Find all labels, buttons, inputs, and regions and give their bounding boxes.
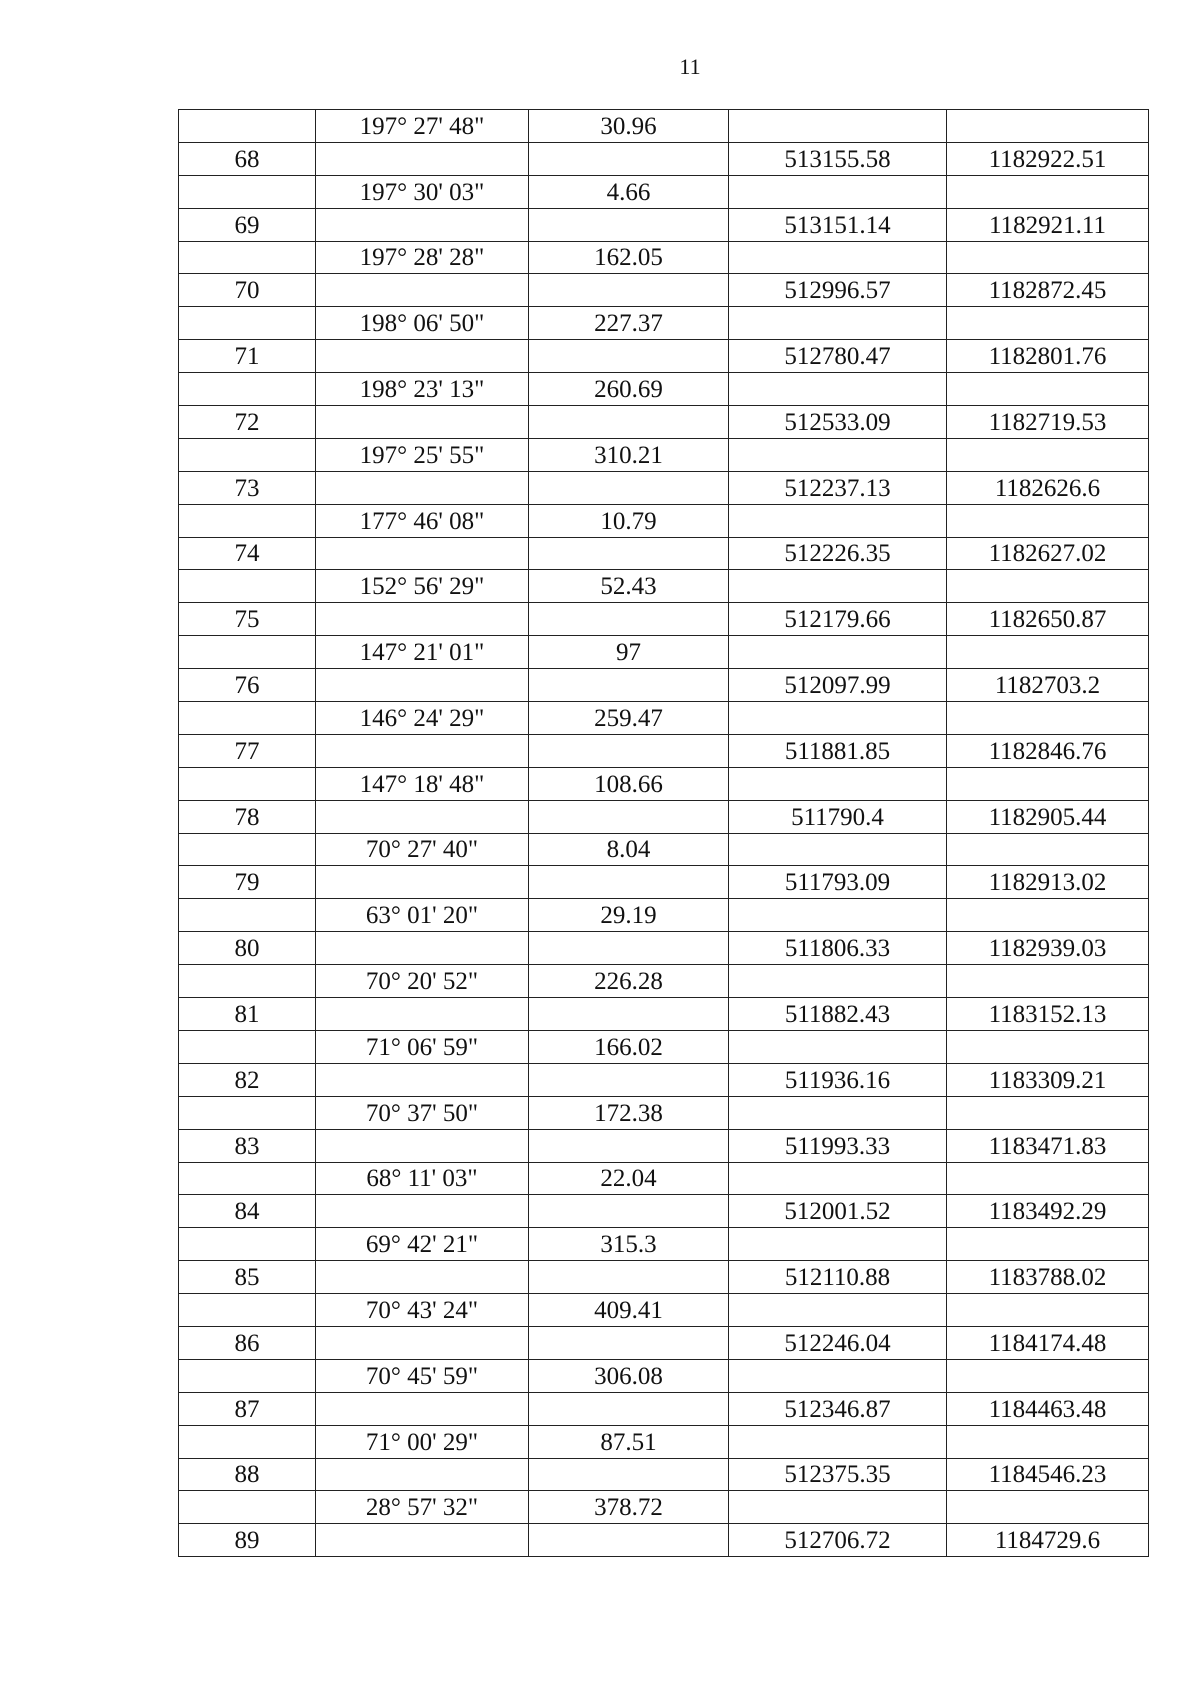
northing-cell xyxy=(729,241,947,274)
distance-cell xyxy=(529,142,729,175)
distance-cell xyxy=(529,1129,729,1162)
distance-cell xyxy=(529,1063,729,1096)
easting-cell: 1184463.48 xyxy=(947,1392,1149,1425)
easting-cell xyxy=(947,965,1149,998)
point-cell: 79 xyxy=(179,866,316,899)
point-cell xyxy=(179,1359,316,1392)
distance-cell xyxy=(529,1326,729,1359)
page-number-text: 11 xyxy=(679,54,701,79)
table-row xyxy=(179,1458,1149,1491)
point-cell: 69 xyxy=(179,208,316,241)
bearing-cell xyxy=(316,1392,529,1425)
northing-cell xyxy=(729,1359,947,1392)
bearing-cell: 198° 06' 50" xyxy=(316,307,529,340)
distance-cell xyxy=(529,603,729,636)
northing-cell: 512533.09 xyxy=(729,406,947,439)
bearing-cell xyxy=(316,932,529,965)
distance-cell: 172.38 xyxy=(529,1096,729,1129)
table-row xyxy=(179,899,1149,932)
point-cell xyxy=(179,1162,316,1195)
northing-cell: 512237.13 xyxy=(729,471,947,504)
table-row xyxy=(179,1392,1149,1425)
point-cell xyxy=(179,1294,316,1327)
northing-cell: 512097.99 xyxy=(729,669,947,702)
point-cell: 82 xyxy=(179,1063,316,1096)
table-row xyxy=(179,1195,1149,1228)
point-cell: 71 xyxy=(179,340,316,373)
distance-cell: 30.96 xyxy=(529,110,729,143)
distance-cell: 4.66 xyxy=(529,175,729,208)
bearing-cell: 147° 18' 48" xyxy=(316,767,529,800)
table-row xyxy=(179,340,1149,373)
bearing-cell: 28° 57' 32" xyxy=(316,1491,529,1524)
point-cell: 77 xyxy=(179,734,316,767)
distance-cell: 315.3 xyxy=(529,1228,729,1261)
page-number xyxy=(0,54,1200,80)
distance-cell: 29.19 xyxy=(529,899,729,932)
bearing-cell: 70° 45' 59" xyxy=(316,1359,529,1392)
northing-cell xyxy=(729,1030,947,1063)
northing-cell: 511790.4 xyxy=(729,800,947,833)
easting-cell xyxy=(947,702,1149,735)
distance-cell: 87.51 xyxy=(529,1425,729,1458)
distance-cell: 52.43 xyxy=(529,570,729,603)
point-cell xyxy=(179,899,316,932)
easting-cell: 1184729.6 xyxy=(947,1524,1149,1557)
easting-cell xyxy=(947,1294,1149,1327)
easting-cell xyxy=(947,1162,1149,1195)
distance-cell: 8.04 xyxy=(529,833,729,866)
distance-cell xyxy=(529,932,729,965)
distance-cell xyxy=(529,537,729,570)
easting-cell xyxy=(947,438,1149,471)
bearing-cell: 152° 56' 29" xyxy=(316,570,529,603)
table-row xyxy=(179,669,1149,702)
coordinates-table-body xyxy=(179,110,1149,1557)
table-row xyxy=(179,1359,1149,1392)
table-row xyxy=(179,471,1149,504)
bearing-cell: 70° 20' 52" xyxy=(316,965,529,998)
table-row xyxy=(179,965,1149,998)
table-row xyxy=(179,307,1149,340)
bearing-cell xyxy=(316,1129,529,1162)
northing-cell xyxy=(729,767,947,800)
table-row xyxy=(179,702,1149,735)
northing-cell: 512001.52 xyxy=(729,1195,947,1228)
table-row xyxy=(179,1129,1149,1162)
table-row xyxy=(179,274,1149,307)
northing-cell: 512179.66 xyxy=(729,603,947,636)
table-row xyxy=(179,110,1149,143)
table-row xyxy=(179,241,1149,274)
northing-cell xyxy=(729,1425,947,1458)
distance-cell xyxy=(529,1524,729,1557)
table-row xyxy=(179,932,1149,965)
northing-cell xyxy=(729,307,947,340)
bearing-cell: 197° 30' 03" xyxy=(316,175,529,208)
table-row xyxy=(179,800,1149,833)
distance-cell xyxy=(529,669,729,702)
easting-cell xyxy=(947,1228,1149,1261)
northing-cell xyxy=(729,702,947,735)
table-row xyxy=(179,636,1149,669)
bearing-cell: 69° 42' 21" xyxy=(316,1228,529,1261)
point-cell: 81 xyxy=(179,998,316,1031)
bearing-cell xyxy=(316,1195,529,1228)
table-row xyxy=(179,1063,1149,1096)
distance-cell xyxy=(529,866,729,899)
point-cell: 83 xyxy=(179,1129,316,1162)
bearing-cell xyxy=(316,1326,529,1359)
point-cell xyxy=(179,965,316,998)
northing-cell xyxy=(729,833,947,866)
easting-cell: 1182913.02 xyxy=(947,866,1149,899)
bearing-cell xyxy=(316,1458,529,1491)
distance-cell: 310.21 xyxy=(529,438,729,471)
easting-cell: 1182921.11 xyxy=(947,208,1149,241)
table-row xyxy=(179,570,1149,603)
easting-cell: 1182801.76 xyxy=(947,340,1149,373)
easting-cell: 1182922.51 xyxy=(947,142,1149,175)
easting-cell: 1183788.02 xyxy=(947,1261,1149,1294)
table-row xyxy=(179,142,1149,175)
table-row xyxy=(179,1524,1149,1557)
point-cell xyxy=(179,833,316,866)
point-cell xyxy=(179,1096,316,1129)
northing-cell xyxy=(729,438,947,471)
table-row xyxy=(179,373,1149,406)
distance-cell xyxy=(529,406,729,439)
bearing-cell: 198° 23' 13" xyxy=(316,373,529,406)
easting-cell xyxy=(947,110,1149,143)
easting-cell: 1182719.53 xyxy=(947,406,1149,439)
northing-cell xyxy=(729,175,947,208)
table-row xyxy=(179,1162,1149,1195)
table-row xyxy=(179,603,1149,636)
distance-cell: 108.66 xyxy=(529,767,729,800)
distance-cell xyxy=(529,800,729,833)
distance-cell: 260.69 xyxy=(529,373,729,406)
table-row xyxy=(179,1096,1149,1129)
northing-cell: 511882.43 xyxy=(729,998,947,1031)
northing-cell xyxy=(729,504,947,537)
easting-cell xyxy=(947,241,1149,274)
bearing-cell xyxy=(316,208,529,241)
easting-cell: 1182872.45 xyxy=(947,274,1149,307)
northing-cell: 511936.16 xyxy=(729,1063,947,1096)
distance-cell: 378.72 xyxy=(529,1491,729,1524)
distance-cell: 259.47 xyxy=(529,702,729,735)
northing-cell: 512226.35 xyxy=(729,537,947,570)
distance-cell xyxy=(529,274,729,307)
distance-cell: 22.04 xyxy=(529,1162,729,1195)
bearing-cell xyxy=(316,866,529,899)
distance-cell xyxy=(529,1261,729,1294)
distance-cell xyxy=(529,1458,729,1491)
bearing-cell xyxy=(316,471,529,504)
bearing-cell: 197° 28' 28" xyxy=(316,241,529,274)
northing-cell xyxy=(729,1162,947,1195)
table-row xyxy=(179,1326,1149,1359)
northing-cell: 512375.35 xyxy=(729,1458,947,1491)
point-cell xyxy=(179,373,316,406)
point-cell: 76 xyxy=(179,669,316,702)
northing-cell xyxy=(729,1491,947,1524)
easting-cell: 1183152.13 xyxy=(947,998,1149,1031)
easting-cell xyxy=(947,175,1149,208)
distance-cell xyxy=(529,1195,729,1228)
table-row xyxy=(179,406,1149,439)
distance-cell: 97 xyxy=(529,636,729,669)
bearing-cell: 70° 43' 24" xyxy=(316,1294,529,1327)
easting-cell: 1183471.83 xyxy=(947,1129,1149,1162)
northing-cell xyxy=(729,1228,947,1261)
easting-cell xyxy=(947,1096,1149,1129)
point-cell xyxy=(179,636,316,669)
bearing-cell xyxy=(316,669,529,702)
bearing-cell: 177° 46' 08" xyxy=(316,504,529,537)
northing-cell: 512780.47 xyxy=(729,340,947,373)
northing-cell: 512110.88 xyxy=(729,1261,947,1294)
point-cell: 89 xyxy=(179,1524,316,1557)
distance-cell xyxy=(529,998,729,1031)
bearing-cell xyxy=(316,734,529,767)
table-row xyxy=(179,1294,1149,1327)
point-cell: 73 xyxy=(179,471,316,504)
easting-cell xyxy=(947,899,1149,932)
bearing-cell xyxy=(316,1261,529,1294)
distance-cell: 166.02 xyxy=(529,1030,729,1063)
point-cell xyxy=(179,175,316,208)
northing-cell xyxy=(729,1096,947,1129)
point-cell xyxy=(179,241,316,274)
bearing-cell: 197° 27' 48" xyxy=(316,110,529,143)
easting-cell: 1182703.2 xyxy=(947,669,1149,702)
table-row xyxy=(179,1030,1149,1063)
easting-cell xyxy=(947,833,1149,866)
bearing-cell xyxy=(316,1063,529,1096)
table-row xyxy=(179,1228,1149,1261)
distance-cell: 10.79 xyxy=(529,504,729,537)
easting-cell: 1183492.29 xyxy=(947,1195,1149,1228)
distance-cell xyxy=(529,340,729,373)
bearing-cell: 63° 01' 20" xyxy=(316,899,529,932)
distance-cell xyxy=(529,1392,729,1425)
bearing-cell: 146° 24' 29" xyxy=(316,702,529,735)
point-cell: 86 xyxy=(179,1326,316,1359)
distance-cell: 226.28 xyxy=(529,965,729,998)
point-cell xyxy=(179,307,316,340)
bearing-cell xyxy=(316,998,529,1031)
point-cell: 75 xyxy=(179,603,316,636)
northing-cell: 513151.14 xyxy=(729,208,947,241)
point-cell xyxy=(179,702,316,735)
northing-cell xyxy=(729,965,947,998)
bearing-cell xyxy=(316,406,529,439)
easting-cell xyxy=(947,504,1149,537)
distance-cell xyxy=(529,471,729,504)
easting-cell: 1182939.03 xyxy=(947,932,1149,965)
easting-cell xyxy=(947,1359,1149,1392)
northing-cell: 512346.87 xyxy=(729,1392,947,1425)
distance-cell xyxy=(529,734,729,767)
northing-cell xyxy=(729,570,947,603)
easting-cell xyxy=(947,1425,1149,1458)
bearing-cell xyxy=(316,1524,529,1557)
point-cell xyxy=(179,438,316,471)
northing-cell: 512706.72 xyxy=(729,1524,947,1557)
coordinates-table xyxy=(178,109,1149,1557)
northing-cell: 511806.33 xyxy=(729,932,947,965)
table-row xyxy=(179,767,1149,800)
distance-cell: 409.41 xyxy=(529,1294,729,1327)
bearing-cell: 70° 27' 40" xyxy=(316,833,529,866)
easting-cell xyxy=(947,373,1149,406)
bearing-cell xyxy=(316,603,529,636)
distance-cell: 306.08 xyxy=(529,1359,729,1392)
point-cell xyxy=(179,504,316,537)
point-cell: 87 xyxy=(179,1392,316,1425)
table-row xyxy=(179,1261,1149,1294)
distance-cell: 227.37 xyxy=(529,307,729,340)
bearing-cell xyxy=(316,537,529,570)
table-row xyxy=(179,208,1149,241)
easting-cell xyxy=(947,570,1149,603)
point-cell: 84 xyxy=(179,1195,316,1228)
point-cell xyxy=(179,1491,316,1524)
point-cell: 70 xyxy=(179,274,316,307)
easting-cell xyxy=(947,1491,1149,1524)
bearing-cell xyxy=(316,274,529,307)
point-cell: 85 xyxy=(179,1261,316,1294)
table-row xyxy=(179,537,1149,570)
point-cell: 80 xyxy=(179,932,316,965)
point-cell xyxy=(179,1425,316,1458)
easting-cell xyxy=(947,1030,1149,1063)
point-cell xyxy=(179,110,316,143)
table-row xyxy=(179,833,1149,866)
table-row xyxy=(179,734,1149,767)
point-cell xyxy=(179,1030,316,1063)
bearing-cell: 68° 11' 03" xyxy=(316,1162,529,1195)
bearing-cell: 71° 00' 29" xyxy=(316,1425,529,1458)
northing-cell xyxy=(729,110,947,143)
point-cell: 68 xyxy=(179,142,316,175)
northing-cell xyxy=(729,373,947,406)
bearing-cell xyxy=(316,340,529,373)
northing-cell: 513155.58 xyxy=(729,142,947,175)
point-cell xyxy=(179,570,316,603)
easting-cell: 1183309.21 xyxy=(947,1063,1149,1096)
bearing-cell: 70° 37' 50" xyxy=(316,1096,529,1129)
bearing-cell: 71° 06' 59" xyxy=(316,1030,529,1063)
distance-cell: 162.05 xyxy=(529,241,729,274)
point-cell: 88 xyxy=(179,1458,316,1491)
easting-cell: 1182905.44 xyxy=(947,800,1149,833)
northing-cell xyxy=(729,636,947,669)
point-cell xyxy=(179,767,316,800)
bearing-cell: 147° 21' 01" xyxy=(316,636,529,669)
northing-cell: 511993.33 xyxy=(729,1129,947,1162)
table-row xyxy=(179,866,1149,899)
bearing-cell xyxy=(316,142,529,175)
northing-cell: 512996.57 xyxy=(729,274,947,307)
table-row xyxy=(179,1491,1149,1524)
table-row xyxy=(179,1425,1149,1458)
easting-cell: 1182650.87 xyxy=(947,603,1149,636)
easting-cell xyxy=(947,767,1149,800)
point-cell: 78 xyxy=(179,800,316,833)
table-row xyxy=(179,438,1149,471)
easting-cell: 1182626.6 xyxy=(947,471,1149,504)
easting-cell: 1184174.48 xyxy=(947,1326,1149,1359)
bearing-cell xyxy=(316,800,529,833)
point-cell: 74 xyxy=(179,537,316,570)
easting-cell: 1182627.02 xyxy=(947,537,1149,570)
table-row xyxy=(179,175,1149,208)
point-cell xyxy=(179,1228,316,1261)
northing-cell xyxy=(729,1294,947,1327)
easting-cell xyxy=(947,636,1149,669)
distance-cell xyxy=(529,208,729,241)
northing-cell: 512246.04 xyxy=(729,1326,947,1359)
table-row xyxy=(179,504,1149,537)
easting-cell xyxy=(947,307,1149,340)
northing-cell xyxy=(729,899,947,932)
northing-cell: 511881.85 xyxy=(729,734,947,767)
point-cell: 72 xyxy=(179,406,316,439)
easting-cell: 1184546.23 xyxy=(947,1458,1149,1491)
bearing-cell: 197° 25' 55" xyxy=(316,438,529,471)
easting-cell: 1182846.76 xyxy=(947,734,1149,767)
northing-cell: 511793.09 xyxy=(729,866,947,899)
table-row xyxy=(179,998,1149,1031)
